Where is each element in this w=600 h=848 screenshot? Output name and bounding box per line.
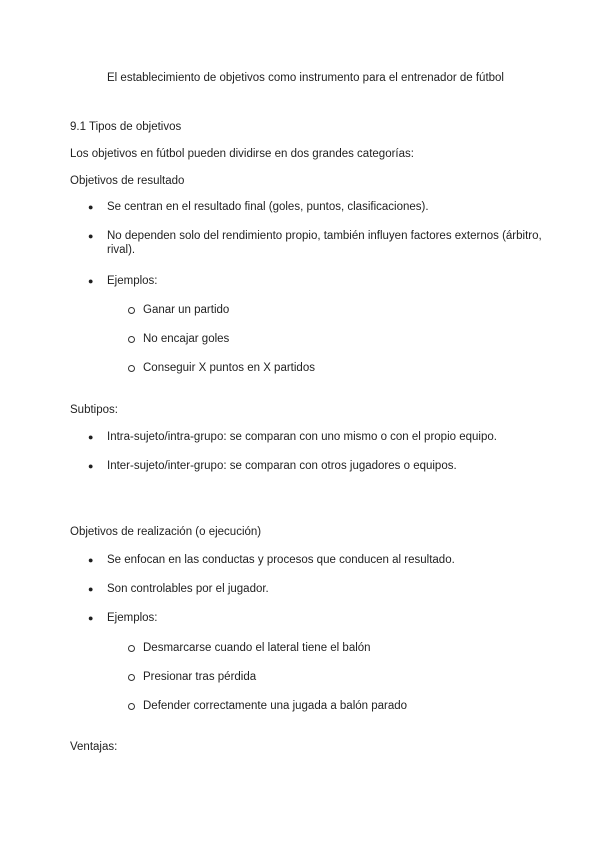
document-title: El establecimiento de objetivos como instrumento para el entrenador de fútbol	[107, 72, 504, 84]
ventajas-heading: Ventajas:	[70, 741, 118, 753]
sublist-item: No encajar goles	[143, 333, 230, 345]
list-item: Se centran en el resultado final (goles, puntos, clasificaciones).	[107, 201, 429, 213]
bullet-dot-icon: ●	[88, 231, 94, 241]
list-item: Son controlables por el jugador.	[107, 583, 269, 595]
list-item: No dependen solo del rendimiento propio, también influyen factores externos (árbitro,	[107, 230, 542, 242]
section-heading: 9.1 Tipos de objetivos	[70, 121, 182, 133]
list-item: Ejemplos:	[107, 275, 158, 287]
sublist-item: Conseguir X puntos en X partidos	[143, 362, 315, 374]
list-item: Se enfocan en las conductas y procesos que conducen al resultado.	[107, 554, 455, 566]
subtipos-heading: Subtipos:	[70, 404, 118, 416]
bullet-circle-icon	[128, 703, 135, 710]
bullet-dot-icon: ●	[88, 276, 94, 286]
sublist-item: Ganar un partido	[143, 304, 230, 316]
bullet-dot-icon: ●	[88, 202, 94, 212]
bullet-dot-icon: ●	[88, 432, 94, 442]
bullet-circle-icon	[128, 336, 135, 343]
list-item: Intra-sujeto/intra-grupo: se comparan con uno mismo o con el propio equipo.	[107, 431, 497, 443]
list-item: Inter-sujeto/inter-grupo: se comparan con otros jugadores o equipos.	[107, 460, 457, 472]
bullet-dot-icon: ●	[88, 555, 94, 565]
intro-paragraph: Los objetivos en fútbol pueden dividirse en dos grandes categorías:	[70, 148, 414, 160]
bullet-circle-icon	[128, 307, 135, 314]
sublist-item: Presionar tras pérdida	[143, 671, 257, 683]
list-item: Ejemplos:	[107, 612, 158, 624]
bullet-circle-icon	[128, 645, 135, 652]
bullet-circle-icon	[128, 365, 135, 372]
sublist-item: Defender correctamente una jugada a balón parado	[143, 700, 408, 712]
bullet-dot-icon: ●	[88, 584, 94, 594]
bullet-circle-icon	[128, 674, 135, 681]
list-item-continuation: rival).	[107, 244, 136, 256]
bullet-dot-icon: ●	[88, 613, 94, 623]
bullet-dot-icon: ●	[88, 461, 94, 471]
resultado-heading: Objetivos de resultado	[70, 175, 185, 187]
sublist-item: Desmarcarse cuando el lateral tiene el balón	[143, 642, 371, 654]
realizacion-heading: Objetivos de realización (o ejecución)	[70, 526, 262, 538]
